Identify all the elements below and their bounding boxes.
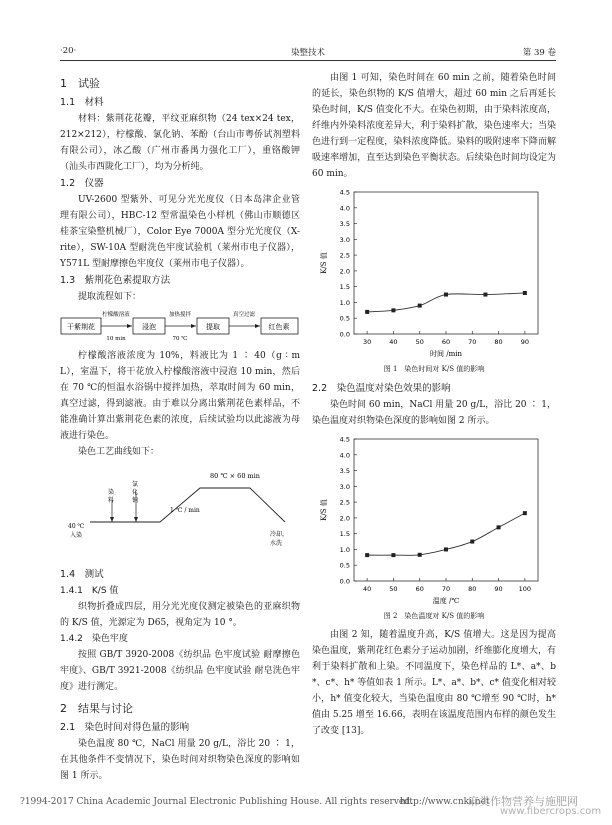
y-axis-label: K/S 值 bbox=[320, 252, 328, 274]
process-start-label: 入染 bbox=[70, 532, 83, 539]
ks-test-paragraph: 织物折叠成四层，用分光光度仪测定被染色的亚麻织物的 K/S 值，光源定为 D65，视角定为 10 °。 bbox=[60, 602, 300, 628]
process-top-label: 80 ℃ × 60 min bbox=[210, 472, 260, 480]
temp-discussion-paragraph: 由图 2 知，随着温度升高，K/S 值增大。这是因为提高染色温度，紫荆花红色素分子运动加剧，纤维膨化度增大，有利于染料扩散和上染。不同温度下，染色样品的 L*、a*、b*、c*、h* 等值如表 1 所示。L*、a*、b*、c* 值变化相对较小，h* 值变化较大，当染色温度由 80 ℃增至 90 ℃时，h* 值由 5.25 增至 16.66，表明在该温度范围内布样的颜色发生了改变 [13]。 bbox=[312, 630, 556, 736]
add-salt-label-1: 氯 bbox=[132, 481, 139, 488]
data-point bbox=[497, 525, 501, 529]
x-tick-label: 50 bbox=[415, 338, 424, 346]
y-tick-label: 4.0 bbox=[339, 451, 350, 460]
flow-box-1-label: 干紫荆花 bbox=[67, 323, 95, 331]
add-dye-label-2: 料 bbox=[108, 497, 115, 504]
process-end-label-2: 水洗 bbox=[270, 540, 283, 547]
figure-2-caption: 图 2 染色温度对 K/S 值的影响 bbox=[383, 612, 485, 620]
copyright-notice: ?1994-2017 China Academic Journal Electronic Publishing House. All rights reserved. bbox=[20, 797, 413, 807]
instruments-paragraph: UV-2600 型紫外、可见分光光度仪（日本岛津企业管理有限公司），HBC-12 型常温染色小样机（佛山市顺德区桂茶宝染整机械厂），Color Eye 7000A 型分光光度仪（X-rite），SW-10A 型耐洗色牢度试验机（莱州市电子仪器），Y571L 型耐摩擦色牢度仪（莱州市电子仪器）。 bbox=[60, 195, 300, 269]
process-start-temp: 40 ℃ bbox=[68, 523, 85, 530]
flow-arrow-1-top: 柠檬酸溶液 bbox=[102, 312, 130, 318]
extraction-flowchart bbox=[60, 308, 300, 344]
add-salt-label-3: 钠 bbox=[132, 497, 139, 504]
x-tick-label: 40 bbox=[363, 585, 372, 593]
data-point bbox=[483, 293, 487, 297]
figure-1 bbox=[312, 184, 556, 376]
plot-frame bbox=[354, 192, 538, 334]
flow-box-3-label: 提取 bbox=[206, 323, 220, 331]
x-tick-label: 90 bbox=[494, 585, 503, 593]
x-tick-label: 100 bbox=[518, 585, 532, 593]
plot-frame bbox=[354, 439, 538, 581]
x-tick-label: 30 bbox=[363, 338, 372, 346]
data-point bbox=[365, 310, 369, 314]
add-dye-label-1: 染 bbox=[108, 489, 115, 496]
y-tick-label: 3.0 bbox=[339, 482, 350, 491]
section-heading-1: 1 试验 bbox=[60, 77, 100, 90]
x-axis-label: 时间 /min bbox=[430, 350, 462, 358]
temp-effect-paragraph: 染色时间 60 min，NaCl 用量 20 g/L，浴比 20 ∶ 1，染色温度对织物染色深度的影响如图 2 所示。 bbox=[312, 400, 556, 426]
right-column bbox=[312, 70, 556, 739]
flow-arrow-3-top: 真空过滤 bbox=[232, 312, 256, 318]
y-tick-label: 2.5 bbox=[339, 251, 350, 260]
chart-time-ks bbox=[312, 184, 556, 362]
y-tick-label: 2.0 bbox=[339, 514, 350, 523]
y-tick-label: 4.0 bbox=[339, 204, 350, 213]
section-heading-1-2: 1.2 仪器 bbox=[60, 178, 104, 189]
y-tick-label: 2.5 bbox=[339, 498, 350, 507]
dyeing-process-curve bbox=[60, 462, 300, 562]
y-tick-label: 2.0 bbox=[339, 267, 350, 276]
section-heading-2: 2 结果与讨论 bbox=[60, 702, 133, 715]
cnki-url[interactable]: http://www.cnki.net bbox=[400, 797, 490, 807]
x-axis-label: 温度 /℃ bbox=[432, 597, 460, 605]
y-tick-label: 4.5 bbox=[339, 188, 350, 197]
extraction-intro: 提取流程如下： bbox=[78, 292, 142, 302]
flow-arrowhead-2 bbox=[191, 324, 196, 328]
y-axis-label: K/S 值 bbox=[320, 499, 328, 521]
process-end-label-1: 冷却， bbox=[270, 531, 289, 538]
heating-rate: 1 ℃ / min bbox=[170, 507, 200, 514]
add-dye-arrowhead bbox=[110, 517, 114, 522]
data-point bbox=[523, 291, 527, 295]
x-tick-label: 90 bbox=[520, 338, 529, 346]
x-tick-label: 60 bbox=[441, 338, 451, 346]
x-tick-label: 40 bbox=[389, 338, 398, 346]
site-watermark-url: www.fibercrops.com bbox=[500, 806, 602, 817]
volume-label: 第 39 卷 bbox=[522, 48, 556, 58]
section-heading-1-4: 1.4 测试 bbox=[60, 569, 104, 580]
y-tick-label: 0.0 bbox=[339, 577, 350, 586]
dye-curve-intro: 染色工艺曲线如下： bbox=[78, 447, 160, 457]
y-tick-label: 1.0 bbox=[339, 545, 350, 554]
figure-1-caption: 图 1 染色时间对 K/S 值的影响 bbox=[383, 365, 485, 373]
extraction-paragraph: 柠檬酸溶液浓度为 10%，料液比为 1 ∶ 40（g ∶ mL），室温下，将干花放入柠檬酸溶液中浸泡 10 min，然后在 70 ℃的恒温水浴锅中搅拌加热，萃取时间为 60 min，真空过滤，得到滤液。由于难以分离出紫荆花色素样品，不能准确计算出紫荆花色素的浓度，后续试验均以此滤液为母液进行染色。 bbox=[60, 351, 300, 441]
data-point bbox=[391, 308, 395, 312]
y-tick-label: 3.5 bbox=[339, 220, 350, 229]
x-tick-label: 50 bbox=[389, 585, 398, 593]
flow-arrow-1-bottom: 10 min bbox=[106, 336, 126, 342]
x-tick-label: 70 bbox=[468, 338, 477, 346]
x-tick-label: 60 bbox=[415, 585, 424, 593]
x-tick-label: 70 bbox=[441, 585, 451, 593]
flow-arrow-2-bottom: 70 ℃ bbox=[172, 336, 188, 342]
time-effect-paragraph: 染色温度 80 ℃，NaCl 用量 20 g/L，浴比 20 ∶ 1，在其他条件不变情况下，染色时间对织物染色深度的影响如图 1 所示。 bbox=[60, 739, 300, 781]
running-header bbox=[60, 46, 556, 60]
add-salt-label-2: 化 bbox=[132, 489, 139, 496]
x-tick-label: 80 bbox=[494, 338, 503, 346]
site-watermark: 麻类作物营养与施肥网 bbox=[468, 795, 578, 808]
y-tick-label: 1.5 bbox=[339, 283, 350, 292]
flow-arrowhead-3 bbox=[255, 324, 260, 328]
y-tick-label: 4.5 bbox=[339, 435, 350, 444]
section-heading-1-4-2: 1.4.2 染色牢度 bbox=[60, 634, 128, 644]
journal-name: 染整技术 bbox=[290, 48, 325, 58]
y-tick-label: 1.5 bbox=[339, 530, 350, 539]
left-column bbox=[60, 70, 300, 784]
y-tick-label: 0.0 bbox=[339, 330, 350, 339]
flow-box-4-label: 红色素 bbox=[268, 323, 290, 331]
time-discussion-paragraph: 由图 1 可知，染色时间在 60 min 之前，随着染色时间的延长，染色织物的 K/S 值增大，超过 60 min 之后再延长染色时间，K/S 值变化不大。在染色初期，由于染料浓度高，纤维内外染料浓度差异大，利于染料扩散，染色速率大；当染色进行到一定程度，染料浓度降低。染料的吸附速率下降而解吸速率增加，直至达到染色平衡状态。后续染色时间均设定为 60 min。 bbox=[312, 73, 556, 179]
section-heading-1-1: 1.1 材料 bbox=[60, 97, 104, 108]
data-point bbox=[418, 304, 422, 308]
data-point bbox=[391, 553, 395, 557]
process-line bbox=[90, 488, 285, 522]
chart-temp-ks bbox=[312, 431, 556, 609]
figure-2 bbox=[312, 431, 556, 623]
y-tick-label: 1.0 bbox=[339, 298, 350, 307]
data-point bbox=[365, 553, 369, 557]
page-number: ·20· bbox=[60, 46, 77, 56]
y-tick-label: 0.5 bbox=[339, 314, 350, 323]
flow-arrowhead-1 bbox=[127, 324, 132, 328]
add-salt-arrowhead bbox=[134, 517, 138, 522]
fastness-paragraph: 按照 GB/T 3920-2008《纺织品 色牢度试验 耐摩擦色牢度》、GB/T 3921-2008《纺织品 色牢度试验 耐皂洗色牢度》进行测定。 bbox=[60, 650, 300, 692]
y-tick-label: 3.0 bbox=[339, 235, 350, 244]
y-tick-label: 0.5 bbox=[339, 561, 350, 570]
data-point bbox=[470, 540, 474, 544]
data-point bbox=[444, 547, 448, 551]
y-tick-label: 3.5 bbox=[339, 467, 350, 476]
data-point bbox=[444, 293, 448, 297]
section-heading-2-2: 2.2 染色温度对染色效果的影响 bbox=[312, 383, 451, 394]
data-point bbox=[523, 511, 527, 515]
flow-arrow-2-top: 加热搅拌 bbox=[168, 312, 192, 318]
materials-paragraph: 材料：紫荆花花瓣，平纹亚麻织物（24 tex×24 tex，212×212），柠檬酸、氯化钠、苯酚（台山市粤侨试剂塑料有限公司），冰乙酸（广州市番禺力强化工厂），重铬酸钾（汕头市西陇化工厂），均为分析纯。 bbox=[60, 114, 300, 172]
flow-box-2-label: 浸泡 bbox=[142, 323, 156, 331]
section-heading-1-3: 1.3 紫荆花色素提取方法 bbox=[60, 275, 171, 286]
header-rule bbox=[60, 60, 556, 61]
section-heading-2-1: 2.1 染色时间对得色量的影响 bbox=[60, 722, 190, 733]
data-point bbox=[418, 553, 422, 557]
x-tick-label: 80 bbox=[468, 585, 477, 593]
section-heading-1-4-1: 1.4.1 K/S 值 bbox=[60, 586, 119, 596]
